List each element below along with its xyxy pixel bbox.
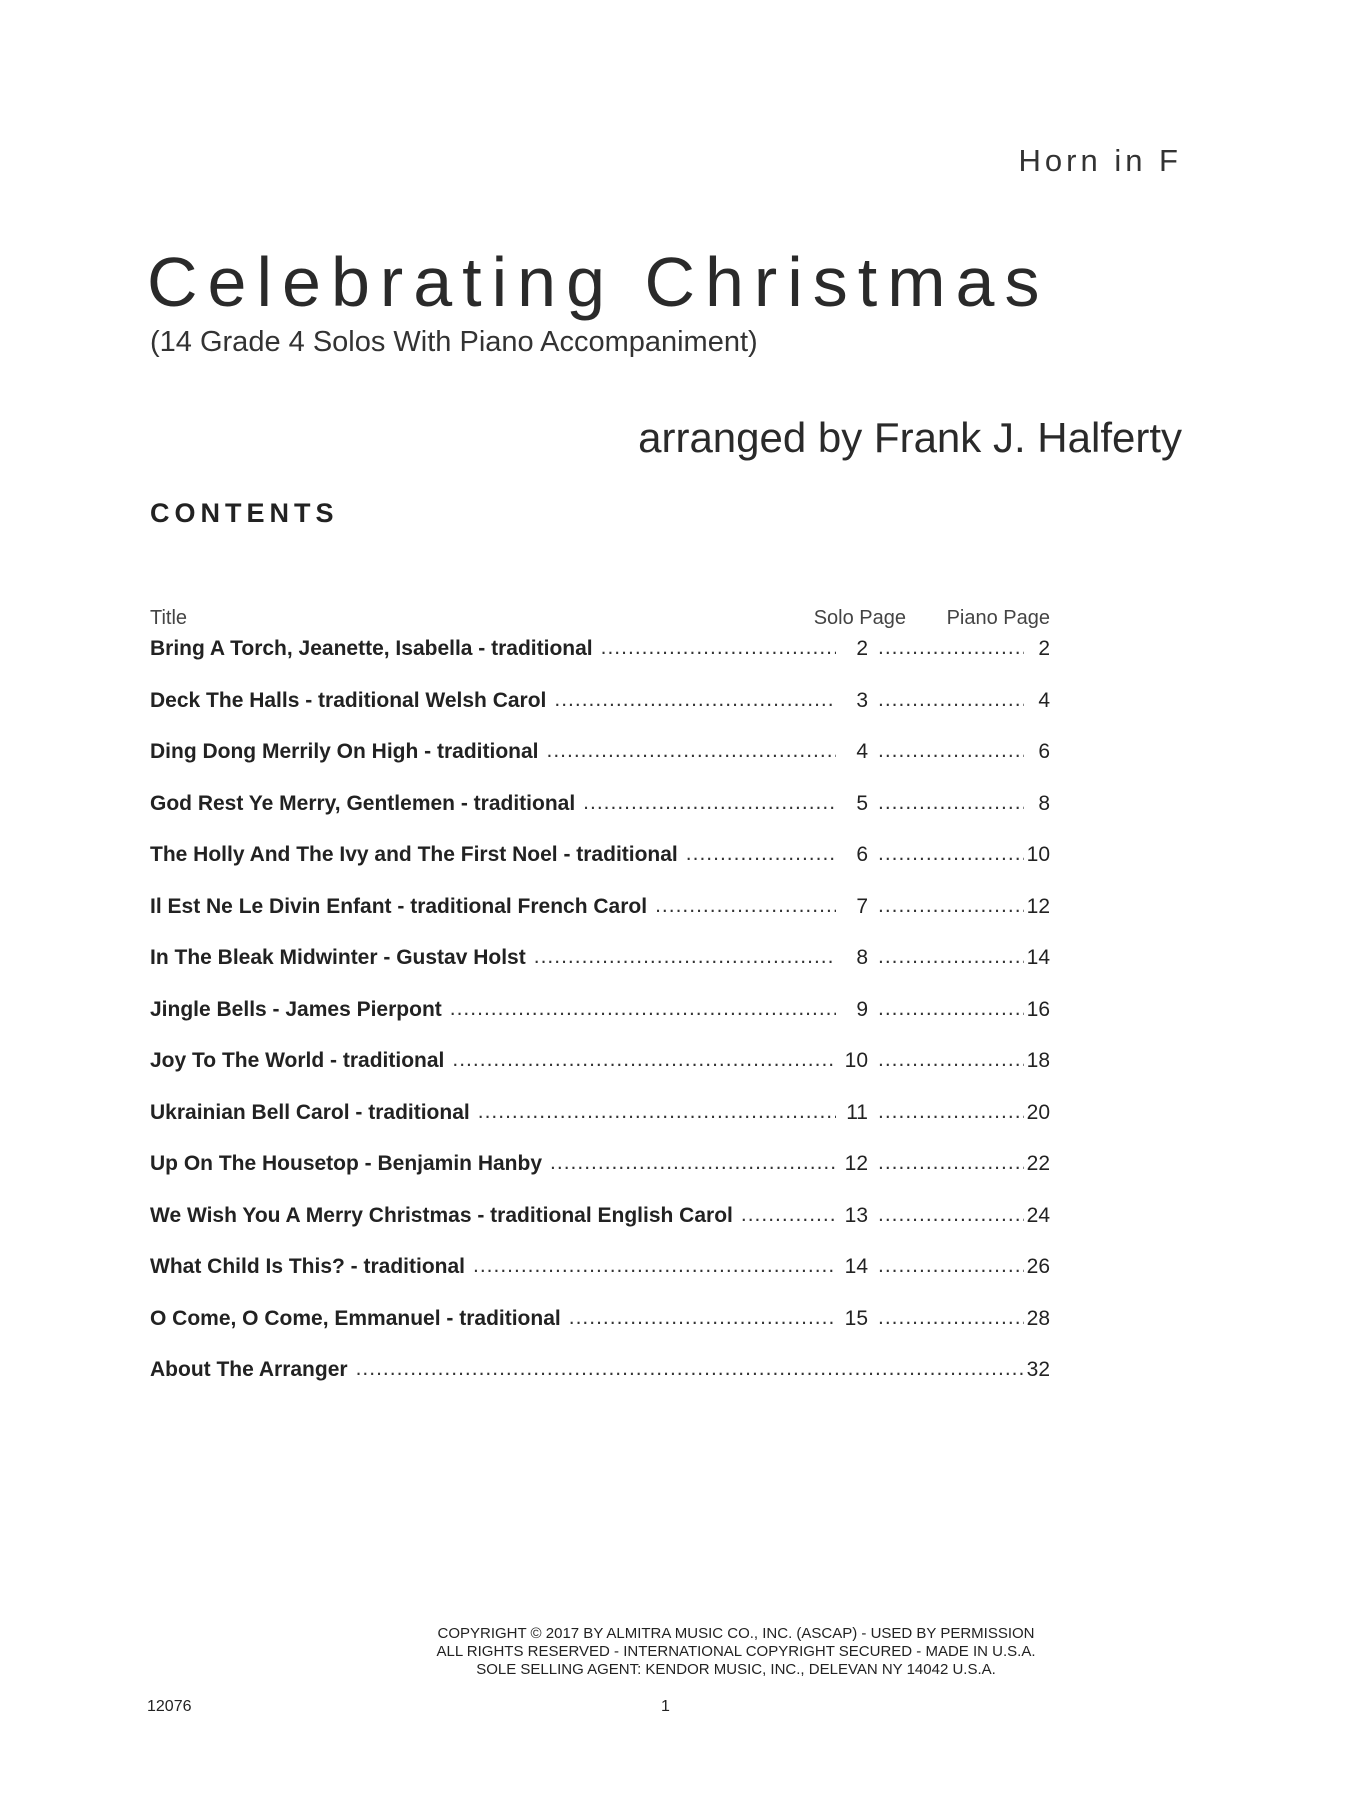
solo-page-number: 11 (846, 1100, 868, 1124)
toc-entry (150, 1152, 1050, 1204)
toc-entry (150, 689, 1050, 741)
entry-title: Ding Dong Merrily On High - traditional (150, 740, 539, 763)
piano-page-number: 6 (1038, 740, 1050, 763)
dot-leader (450, 997, 836, 1021)
catalog-number: 12076 (147, 1698, 192, 1715)
piano-page-number: 20 (1026, 1100, 1050, 1124)
dot-leader (868, 1306, 1024, 1330)
dot-leader (868, 636, 1024, 660)
entry-title: God Rest Ye Merry, Gentlemen - traditional (150, 791, 576, 815)
dot-leader (868, 945, 1024, 969)
toc-entry (150, 998, 1050, 1050)
solo-page-number: 2 (856, 637, 868, 660)
solo-page-number: 12 (844, 1152, 868, 1175)
piano-page-column-header: Piano Page (946, 607, 1050, 629)
toc-entry (150, 740, 1050, 792)
table-of-contents (150, 607, 1050, 1410)
solo-page-number: 5 (856, 791, 868, 815)
dot-leader (452, 1048, 836, 1072)
dot-leader (655, 894, 836, 918)
piano-page-number: 24 (1026, 1203, 1050, 1227)
entry-title: Joy To The World - traditional (150, 1049, 445, 1072)
entry-title: Ukrainian Bell Carol - traditional (150, 1100, 470, 1124)
entry-title: We Wish You A Merry Christmas - traditional English Carol (150, 1203, 733, 1227)
copyright-line: SOLE SELLING AGENT: KENDOR MUSIC, INC., DELEVAN NY 14042 U.S.A. (476, 1661, 996, 1678)
dot-leader (473, 1254, 836, 1278)
entry-title: Deck The Halls - traditional Welsh Carol (150, 688, 547, 712)
dot-leader (741, 1203, 836, 1227)
page-title: Celebrating Christmas (147, 243, 1050, 321)
dot-leader (550, 1151, 836, 1175)
entry-title: Jingle Bells - James Pierpont (150, 997, 442, 1021)
dot-leader (569, 1306, 836, 1330)
entry-title: Bring A Torch, Jeanette, Isabella - traditional (150, 637, 593, 660)
instrument-label: Horn in F (1018, 143, 1182, 178)
dot-leader (547, 739, 837, 763)
toc-entry (150, 1204, 1050, 1256)
toc-entry (150, 1101, 1050, 1153)
solo-page-number: 6 (856, 843, 868, 866)
dot-leader (534, 945, 836, 969)
solo-page-column-header: Solo Page (813, 607, 906, 629)
piano-page-number: 32 (1026, 1358, 1050, 1381)
dot-leader (868, 997, 1024, 1021)
copyright-notice (0, 1625, 1352, 1679)
piano-page-number: 16 (1026, 997, 1050, 1021)
dot-leader (868, 739, 1024, 763)
dot-leader (868, 791, 1024, 815)
subtitle: (14 Grade 4 Solos With Piano Accompaniment) (150, 326, 758, 358)
copyright-line: COPYRIGHT © 2017 BY ALMITRA MUSIC CO., INC. (ASCAP) - USED BY PERMISSION (437, 1625, 1035, 1642)
solo-page-number: 13 (844, 1203, 868, 1227)
entry-title: The Holly And The Ivy and The First Noel - traditional (150, 843, 678, 866)
entry-title: What Child Is This? - traditional (150, 1255, 465, 1278)
toc-entry (150, 1049, 1050, 1101)
dot-leader (554, 688, 836, 712)
copyright-line: ALL RIGHTS RESERVED - INTERNATIONAL COPYRIGHT SECURED - MADE IN U.S.A. (436, 1643, 1036, 1660)
solo-page-number: 14 (844, 1255, 868, 1278)
dot-leader (868, 688, 1024, 712)
piano-page-number: 8 (1038, 791, 1050, 815)
dot-leader (356, 1357, 1024, 1381)
arranger-credit: arranged by Frank J. Halferty (638, 414, 1182, 461)
toc-entry (150, 946, 1050, 998)
solo-page-number: 10 (844, 1049, 868, 1072)
dot-leader (868, 1100, 1024, 1124)
piano-page-number: 26 (1026, 1255, 1050, 1278)
piano-page-number: 2 (1038, 637, 1050, 660)
entry-title: About The Arranger (150, 1358, 348, 1381)
entry-title: Up On The Housetop - Benjamin Hanby (150, 1152, 543, 1175)
toc-column-headers (150, 607, 1050, 637)
dot-leader (868, 1254, 1024, 1278)
dot-leader (583, 791, 836, 815)
contents-heading: CONTENTS (150, 498, 339, 528)
solo-page-number: 4 (856, 740, 868, 763)
toc-entry (150, 1255, 1050, 1307)
toc-entry (150, 1307, 1050, 1359)
solo-page-number: 7 (856, 894, 868, 918)
dot-leader (868, 894, 1024, 918)
dot-leader (868, 842, 1024, 866)
solo-page-number: 3 (856, 688, 868, 712)
toc-entry-about-arranger (150, 1358, 1050, 1410)
solo-page-number: 9 (856, 997, 868, 1021)
dot-leader (478, 1100, 836, 1124)
dot-leader (686, 842, 836, 866)
title-column-header: Title (150, 607, 188, 629)
entry-title: In The Bleak Midwinter - Gustav Holst (150, 946, 526, 969)
piano-page-number: 22 (1026, 1152, 1050, 1175)
toc-entry (150, 895, 1050, 947)
page-number: 1 (661, 1698, 670, 1715)
dot-leader (601, 636, 836, 660)
solo-page-number: 8 (856, 946, 868, 969)
dot-leader (868, 1151, 1024, 1175)
piano-page-number: 14 (1026, 946, 1050, 969)
solo-page-number: 15 (844, 1306, 868, 1330)
toc-entry (150, 637, 1050, 689)
piano-page-number: 4 (1038, 688, 1050, 712)
dot-leader (868, 1203, 1024, 1227)
dot-leader (868, 1048, 1024, 1072)
toc-entry (150, 843, 1050, 895)
toc-entry (150, 792, 1050, 844)
entry-title: O Come, O Come, Emmanuel - traditional (150, 1306, 561, 1330)
piano-page-number: 18 (1026, 1049, 1050, 1072)
piano-page-number: 12 (1026, 894, 1050, 918)
entry-title: Il Est Ne Le Divin Enfant - traditional French Carol (150, 894, 648, 918)
piano-page-number: 10 (1026, 843, 1050, 866)
piano-page-number: 28 (1026, 1306, 1050, 1330)
